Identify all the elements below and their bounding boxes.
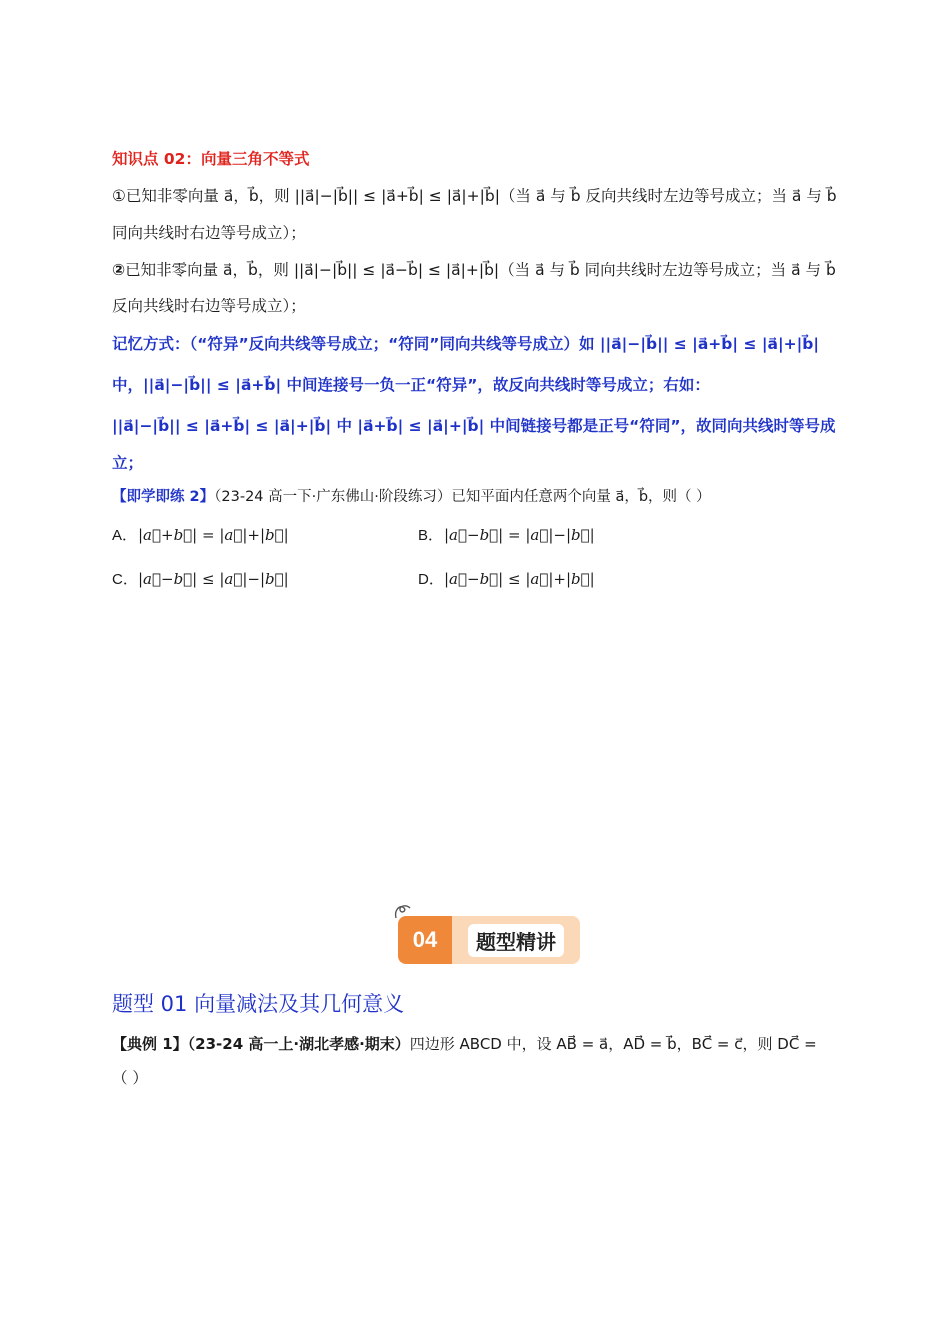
memory-line2: 中，||a⃗|−|b⃗|| ≤ |a⃗+b⃗| 中间连接号一负一正“符异”，故反向共线时等号成立；右如： [112,376,710,394]
exercise-line [112,487,711,507]
exercise-source: （23-24 高一下·广东佛山·阶段练习）已知平面内任意两个向量 a⃗，b⃗，则（ ） [214,489,711,505]
option-text: |a⃗−b⃗| ≤ |a⃗|+|b⃗| [444,570,595,588]
item1-line1 [112,186,837,206]
item2-text: 已知非零向量 a⃗，b⃗，则 ||a⃗|−|b⃗|| ≤ |a⃗−b⃗| ≤ |a⃗|+|b⃗|（当 a⃗ 与 b⃗ 同向共线时左边等号成立；当 a⃗ 与 b⃗ [125,261,836,279]
option-c[interactable] [112,569,289,590]
item1-line2: 同向共线时右边等号成立）； [112,224,306,242]
badge-number: 04 [398,916,452,964]
section-badge [398,916,580,964]
badge-label-wrap [452,916,580,964]
item2-line1 [112,260,836,280]
option-label: D． [418,571,444,588]
exercise-tag: 【即学即练 2】 [112,489,215,505]
option-a[interactable] [112,525,289,546]
option-text: |a⃗+b⃗| = |a⃗|+|b⃗| [138,526,289,544]
example-text: 四边形 ABCD 中，设 AB⃗ = a⃗，AD⃗ = b⃗，BC⃗ = c⃗，则 DC⃗ = [409,1035,817,1053]
section-title: 题型 01 向量减法及其几何意义 [112,992,405,1016]
item2-line2: 反向共线时右边等号成立）； [112,297,306,315]
item2-marker: ② [112,261,126,279]
example-blank: （ ） [112,1069,148,1087]
item1-text: 已知非零向量 a⃗，b⃗，则 ||a⃗|−|b⃗|| ≤ |a⃗+b⃗| ≤ |a⃗|+|b⃗|（当 a⃗ 与 b⃗ 反向共线时左边等号成立；当 a⃗ 与 b⃗ [125,187,837,205]
option-label: B． [418,527,444,544]
example-tag: 【典例 1】 [112,1035,188,1053]
option-b[interactable] [418,525,595,546]
item1-marker: ① [112,187,126,205]
option-text: |a⃗−b⃗| = |a⃗|−|b⃗| [444,526,595,544]
memory-line4: 立； [112,454,144,472]
option-text: |a⃗−b⃗| ≤ |a⃗|−|b⃗| [138,570,289,588]
option-label: C． [112,571,138,588]
option-d[interactable] [418,569,595,590]
memory-line1: 记忆方式：（“符异”反向共线等号成立；“符同”同向共线等号成立）如 ||a⃗|−|b⃗|| ≤ |a⃗+b⃗| ≤ |a⃗|+|b⃗| [112,335,820,353]
badge-label: 题型精讲 [468,924,564,957]
knowledge-title: 知识点 02：向量三角不等式 [112,150,310,168]
option-label: A． [112,527,138,544]
example-source: （23-24 高一上·湖北孝感·期末） [187,1035,410,1053]
memory-line3: ||a⃗|−|b⃗|| ≤ |a⃗+b⃗| ≤ |a⃗|+|b⃗| 中 |a⃗+b⃗| ≤ |a⃗|+|b⃗| 中间链接号都是正号“符同”，故同向共线时等号成 [112,417,836,435]
example-line [112,1034,817,1054]
